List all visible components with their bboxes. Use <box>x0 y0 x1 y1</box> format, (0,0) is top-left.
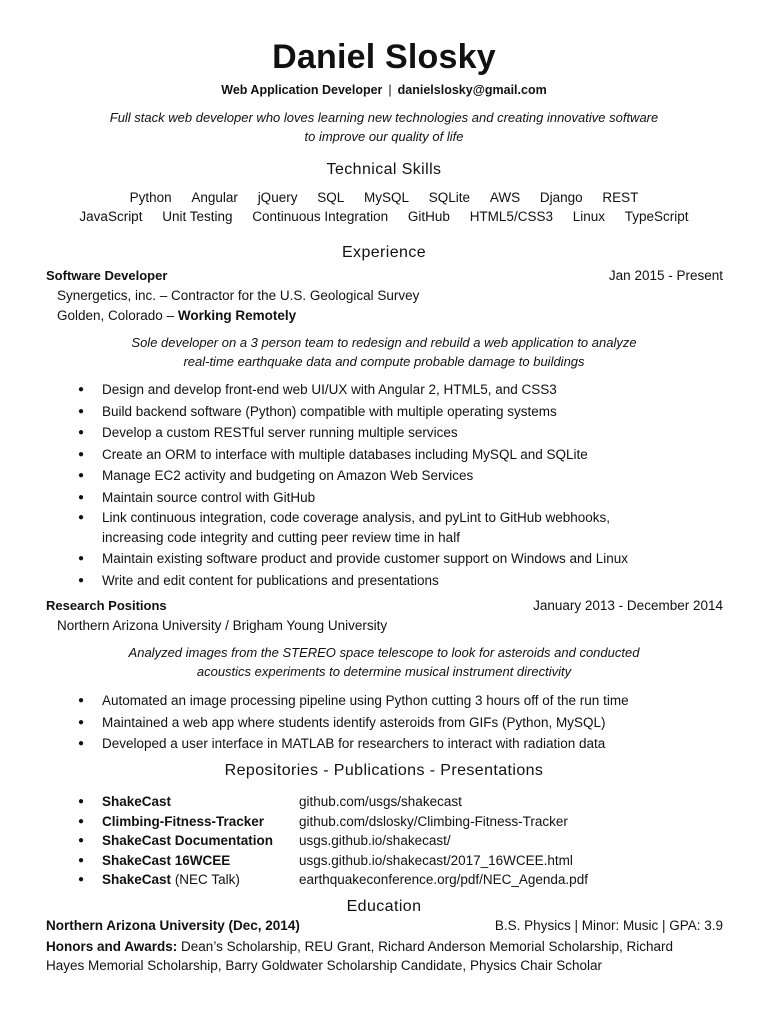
email-text: danielslosky@gmail.com <box>397 83 547 97</box>
skill-item: Django <box>539 190 583 205</box>
skill-item: SQL <box>317 190 345 205</box>
skill-item: Unit Testing <box>162 209 233 224</box>
job-description-line: Analyzed images from the STEREO space telescope to look for asteroids and conducted <box>128 645 640 660</box>
job-description <box>0 333 768 371</box>
list-item <box>78 508 718 548</box>
list-item-line: Link continuous integration, code coverage analysis, and pyLint to GitHub webhooks, <box>102 510 611 525</box>
tagline-line: to improve our quality of life <box>304 129 464 144</box>
repo-name-text: Climbing-Fitness-Tracker <box>102 813 265 829</box>
list-item: ● Maintained a web app where students identify asteroids from GIFs (Python, MySQL) <box>78 712 718 734</box>
skill-item: SQLite <box>428 190 471 205</box>
repo-name <box>102 851 299 871</box>
job-location-text: Golden, Colorado – <box>57 308 175 323</box>
job-description-line: Sole developer on a 3 person team to redesign and rebuild a web application to analyze <box>131 335 637 350</box>
job-bullet-list <box>78 379 718 591</box>
skills-row-1 <box>0 190 768 205</box>
education-degree: B.S. Physics | Minor: Music | GPA: 3.9 <box>494 918 723 933</box>
skill-item: HTML5/CSS3 <box>469 209 553 224</box>
education-school: Northern Arizona University (Dec, 2014) <box>46 918 300 933</box>
repository-list <box>78 792 718 890</box>
section-heading-education: Education <box>346 898 422 915</box>
honors-awards <box>46 937 726 975</box>
job-bullet-list <box>78 690 718 755</box>
list-item: ● Automated an image processing pipeline using Python cutting 3 hours off of the run time <box>78 690 718 712</box>
skill-item: GitHub <box>407 209 450 224</box>
list-item <box>78 831 718 851</box>
list-item <box>78 812 718 832</box>
job-description-line: acoustics experiments to determine musical instrument directivity <box>196 664 572 679</box>
subtitle-line <box>0 83 768 97</box>
section-heading-skills: Technical Skills <box>326 161 442 178</box>
repo-name <box>102 831 299 851</box>
repo-url: earthquakeconference.org/pdf/NEC_Agenda.pdf <box>299 872 588 887</box>
skill-item: Linux <box>572 209 606 224</box>
job-company: Northern Arizona University / Brigham Young University <box>57 618 388 633</box>
candidate-name: Daniel Slosky <box>272 38 496 76</box>
repo-name-text: ShakeCast <box>102 872 172 887</box>
honors-line: Hayes Memorial Scholarship, Barry Goldwater Scholarship Candidate, Physics Chair Scholar <box>46 958 602 973</box>
repo-url: usgs.github.io/shakecast/2017_16WCEE.html <box>299 852 573 868</box>
skill-item: jQuery <box>257 190 298 205</box>
honors-line: Dean’s Scholarship, REU Grant, Richard Anderson Memorial Scholarship, Richard <box>181 939 674 954</box>
repo-name <box>102 792 299 812</box>
repo-url: github.com/dslosky/Climbing-Fitness-Tracker <box>299 813 568 829</box>
list-item: ● Create an ORM to interface with multiple databases including MySQL and SQLite <box>78 444 718 466</box>
separator: | <box>388 83 392 97</box>
job-title: Software Developer <box>46 268 168 283</box>
list-item <box>78 851 718 871</box>
skill-item: REST <box>602 190 639 205</box>
list-item: ● Write and edit content for publications and presentations <box>78 570 718 592</box>
repo-name-text: ShakeCast 16WCEE <box>102 852 231 868</box>
skill-item: Angular <box>191 190 238 205</box>
repo-name-text: ShakeCast Documentation <box>102 833 274 848</box>
skill-item: AWS <box>489 190 521 205</box>
skill-item: Continuous Integration <box>252 209 389 224</box>
repo-name-text: ShakeCast <box>102 794 172 809</box>
list-item: ● Develop a custom RESTful server running multiple services <box>78 422 718 444</box>
section-heading-experience: Experience <box>341 244 427 261</box>
job-company: Synergetics, inc. – Contractor for the U.S. Geological Survey <box>57 288 420 303</box>
skill-item: Python <box>129 190 172 205</box>
skill-item: MySQL <box>364 190 410 205</box>
list-item: ● Maintain source control with GitHub <box>78 487 718 509</box>
skills-row-2 <box>0 209 768 224</box>
repo-name <box>102 812 299 832</box>
summary-tagline <box>0 108 768 146</box>
job-title: Research Positions <box>46 598 167 613</box>
repo-url: github.com/usgs/shakecast <box>299 794 462 809</box>
job-location <box>57 308 296 323</box>
job-title-text: Web Application Developer <box>221 83 383 97</box>
list-item: ● Build backend software (Python) compatible with multiple operating systems <box>78 401 718 423</box>
job-dates: Jan 2015 - Present <box>608 268 723 283</box>
section-heading-repositories: Repositories - Publications - Presentations <box>224 762 544 779</box>
job-location-note: Working Remotely <box>177 308 297 323</box>
job-dates: January 2013 - December 2014 <box>533 598 723 613</box>
list-item: ● Developed a user interface in MATLAB for researchers to interact with radiation data <box>78 733 718 755</box>
list-item: ● Design and develop front-end web UI/UX with Angular 2, HTML5, and CSS3 <box>78 379 718 401</box>
repo-url: usgs.github.io/shakecast/ <box>299 833 451 848</box>
list-item <box>78 792 718 812</box>
list-item <box>78 870 718 890</box>
list-item-line: increasing code integrity and cutting peer review time in half <box>102 530 460 545</box>
repo-note: (NEC Talk) <box>174 872 240 887</box>
list-item: ● Maintain existing software product and provide customer support on Windows and Linux <box>78 548 718 570</box>
job-description <box>0 643 768 681</box>
honors-label: Honors and Awards: <box>46 939 178 954</box>
list-item: ● Manage EC2 activity and budgeting on Amazon Web Services <box>78 465 718 487</box>
tagline-line: Full stack web developer who loves learning new technologies and creating innovative software <box>109 110 659 125</box>
skill-item: TypeScript <box>624 209 689 224</box>
job-description-line: real-time earthquake data and compute probable damage to buildings <box>183 354 585 369</box>
skill-item: JavaScript <box>79 209 143 224</box>
repo-name <box>102 870 299 890</box>
